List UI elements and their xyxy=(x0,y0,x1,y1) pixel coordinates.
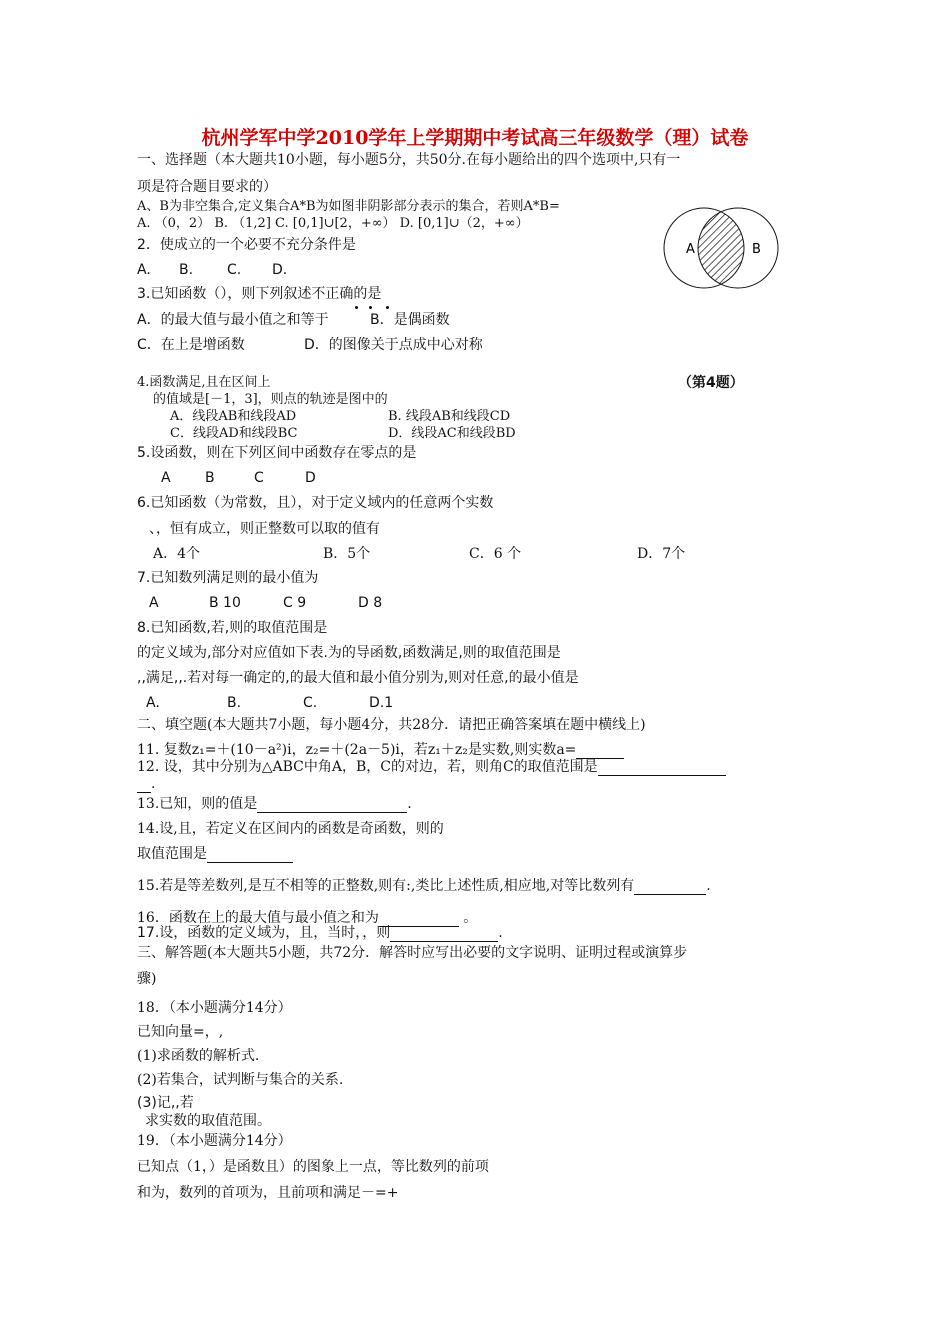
answer-blank xyxy=(390,927,498,942)
q5-stem: 5.设函数，则在下列区间中函数存在零点的是 xyxy=(137,445,417,461)
q2-stem: 2．使成立的一个必要不充分条件是 xyxy=(137,237,356,253)
q4-option-d: D．线段AC和线段BD xyxy=(388,426,516,441)
q18-heading: 18．（本小题满分14分） xyxy=(137,1000,292,1016)
q19-heading: 19．（本小题满分14分） xyxy=(137,1133,292,1149)
q2-option: C. xyxy=(227,262,242,278)
q12-end: . xyxy=(151,776,156,792)
answer-blank xyxy=(598,761,726,776)
q5-option: A xyxy=(161,470,171,486)
q5-option: D xyxy=(305,470,316,486)
q3-option-c: C．在上是增函数 xyxy=(137,337,245,353)
section1-heading-line2: 项是符合题目要求的） xyxy=(137,179,277,195)
q8-option: D.1 xyxy=(369,695,394,711)
q4-option-a: A．线段AB和线段AD xyxy=(170,409,297,424)
q1-stem: A、B为非空集合,定义集合A*B为如图非阴影部分表示的集合，若则A*B= xyxy=(137,199,560,214)
q1-options: A. （0，2） B. （1,2] C. [0,1]∪[2，+∞） D. [0,1]∪（2，+∞） xyxy=(137,216,529,231)
q3-stem: 3.已知函数（），则下列叙述不正确的是 xyxy=(137,286,382,302)
q13-end: . xyxy=(407,796,412,812)
q17-text xyxy=(137,924,503,942)
q8-option: C. xyxy=(303,695,318,711)
q8-option: A. xyxy=(146,695,160,711)
answer-blank xyxy=(634,880,706,895)
q3-option-a: A．的最大值与最小值之和等于 xyxy=(137,312,329,328)
q2-option: D. xyxy=(272,262,288,278)
q6-option-b: B．5个 xyxy=(323,546,371,562)
q12-continuation xyxy=(137,775,155,793)
q6-stem-line1: 6.已知函数（为常数，且），对于定义域内的任意两个实数 xyxy=(137,495,494,511)
answer-blank xyxy=(137,778,151,793)
q5-option: B xyxy=(205,470,215,486)
q5-option: C xyxy=(254,470,264,486)
answer-blank xyxy=(576,744,624,759)
section1-heading-line1: 一、选择题（本大题共10小题，每小题5分，共50分.在每小题给出的四个选项中,只有一 xyxy=(137,152,681,168)
q14-line1: 14.设,且，若定义在区间内的函数是奇函数，则的 xyxy=(137,821,444,837)
venn-label-b: B xyxy=(752,242,761,257)
q17-end: . xyxy=(498,925,503,941)
venn-diagram xyxy=(662,206,780,290)
venn-label-a: A xyxy=(686,242,695,257)
q7-stem: 7.已知数列满足则的最小值为 xyxy=(137,570,319,586)
q15-stem: 15.若是等差数列,是互不相等的正整数,则有:,类比上述性质,相应地,对等比数列有 xyxy=(137,878,635,894)
q13-stem: 13.已知，则的值是 xyxy=(137,796,258,812)
q11-stem: 11. 复数z₁=＋(10－a²)i，z₂=＋(2a－5)i，若z₁＋z₂是实数,则实数a= xyxy=(137,742,577,758)
section3-heading-line2: 骤) xyxy=(137,971,157,987)
q6-option-a: A．4个 xyxy=(153,546,201,562)
q7-option: D 8 xyxy=(358,595,383,611)
q3-option-b: B．是偶函数 xyxy=(370,312,450,328)
q2-option: B. xyxy=(179,262,194,278)
q6-option-c: C．6 个 xyxy=(469,546,522,562)
q19-line1: 已知点（1，）是函数且）的图象上一点，等比数列的前项 xyxy=(137,1159,489,1175)
q7-options xyxy=(149,594,382,612)
q15-text xyxy=(137,877,711,895)
answer-blank xyxy=(207,848,293,863)
q12-stem: 12. 设，其中分别为△ABC中角A，B，C的对边，若，则角C的取值范围是 xyxy=(137,759,598,775)
answer-blank xyxy=(257,798,407,813)
q12-text xyxy=(137,758,726,776)
q17-stem: 17.设，函数的定义域为，且，当时，，则 xyxy=(137,925,391,941)
q18-line3: (2)若集合，试判断与集合的关系. xyxy=(137,1072,344,1088)
q11-text xyxy=(137,741,624,759)
q5-options xyxy=(161,469,316,487)
q8-stem: 8.已知函数,若,则的取值范围是 xyxy=(137,620,328,636)
exam-title: 杭州学军中学2010学年上学期期中考试高三年级数学（理）试卷 xyxy=(201,127,749,149)
emphasis-dot xyxy=(369,306,372,309)
q6-option-d: D．7个 xyxy=(637,546,686,562)
q16-stem: 16．函数在上的最大值与最小值之和为 xyxy=(137,910,379,926)
q4-figure-label: （第4题） xyxy=(678,375,744,391)
q4-stem-line1: 4.函数满足,且在区间上 xyxy=(137,375,271,390)
q8-options xyxy=(146,694,393,712)
q7-option: A xyxy=(149,595,159,611)
q6-stem-line2: 、，恒有成立，则正整数可以取的值有 xyxy=(149,521,380,537)
q18-line2: (1)求函数的解析式. xyxy=(137,1048,260,1064)
q8-line3: ,,满足,,.若对每一确定的,的最大值和最小值分别为,则对任意,的最小值是 xyxy=(137,670,579,686)
section3-heading-line1: 三、解答题(本大题共5小题，共72分．解答时应写出必要的文字说明、证明过程或演算步 xyxy=(137,945,688,961)
q4-option-c: C．线段AD和线段BC xyxy=(170,426,298,441)
q2-option: A. xyxy=(137,262,151,278)
q3-option-d: D．的图像关于点成中心对称 xyxy=(304,337,483,353)
emphasis-dot xyxy=(355,306,358,309)
q2-options xyxy=(137,261,287,279)
q4-option-b: B. 线段AB和线段CD xyxy=(388,409,511,424)
q13-text xyxy=(137,795,412,813)
section2-heading: 二、填空题(本大题共7小题，每小题4分，共28分．请把正确答案填在题中横线上) xyxy=(137,717,646,733)
q14-line2 xyxy=(137,845,293,863)
q7-option: C 9 xyxy=(283,595,307,611)
q8-option: B. xyxy=(227,695,242,711)
emphasis-dot xyxy=(386,306,389,309)
q7-option: B 10 xyxy=(209,595,241,611)
q18-line4: (3)记,,若 xyxy=(137,1095,194,1111)
q18-line1: 已知向量=，, xyxy=(137,1024,224,1040)
q14-stem: 取值范围是 xyxy=(137,846,207,862)
q8-line2: 的定义域为,部分对应值如下表.为的导函数,函数满足,则的取值范围是 xyxy=(137,645,561,661)
q15-end: . xyxy=(706,878,711,894)
q18-line5: 求实数的取值范围。 xyxy=(145,1113,271,1129)
q4-stem-line2: 的值域是[－1，3]，则点的轨迹是图中的 xyxy=(153,392,388,407)
q19-line2: 和为，数列的首项为，且前项和满足－=+ xyxy=(137,1185,399,1201)
q16-end: 。 xyxy=(463,910,478,926)
